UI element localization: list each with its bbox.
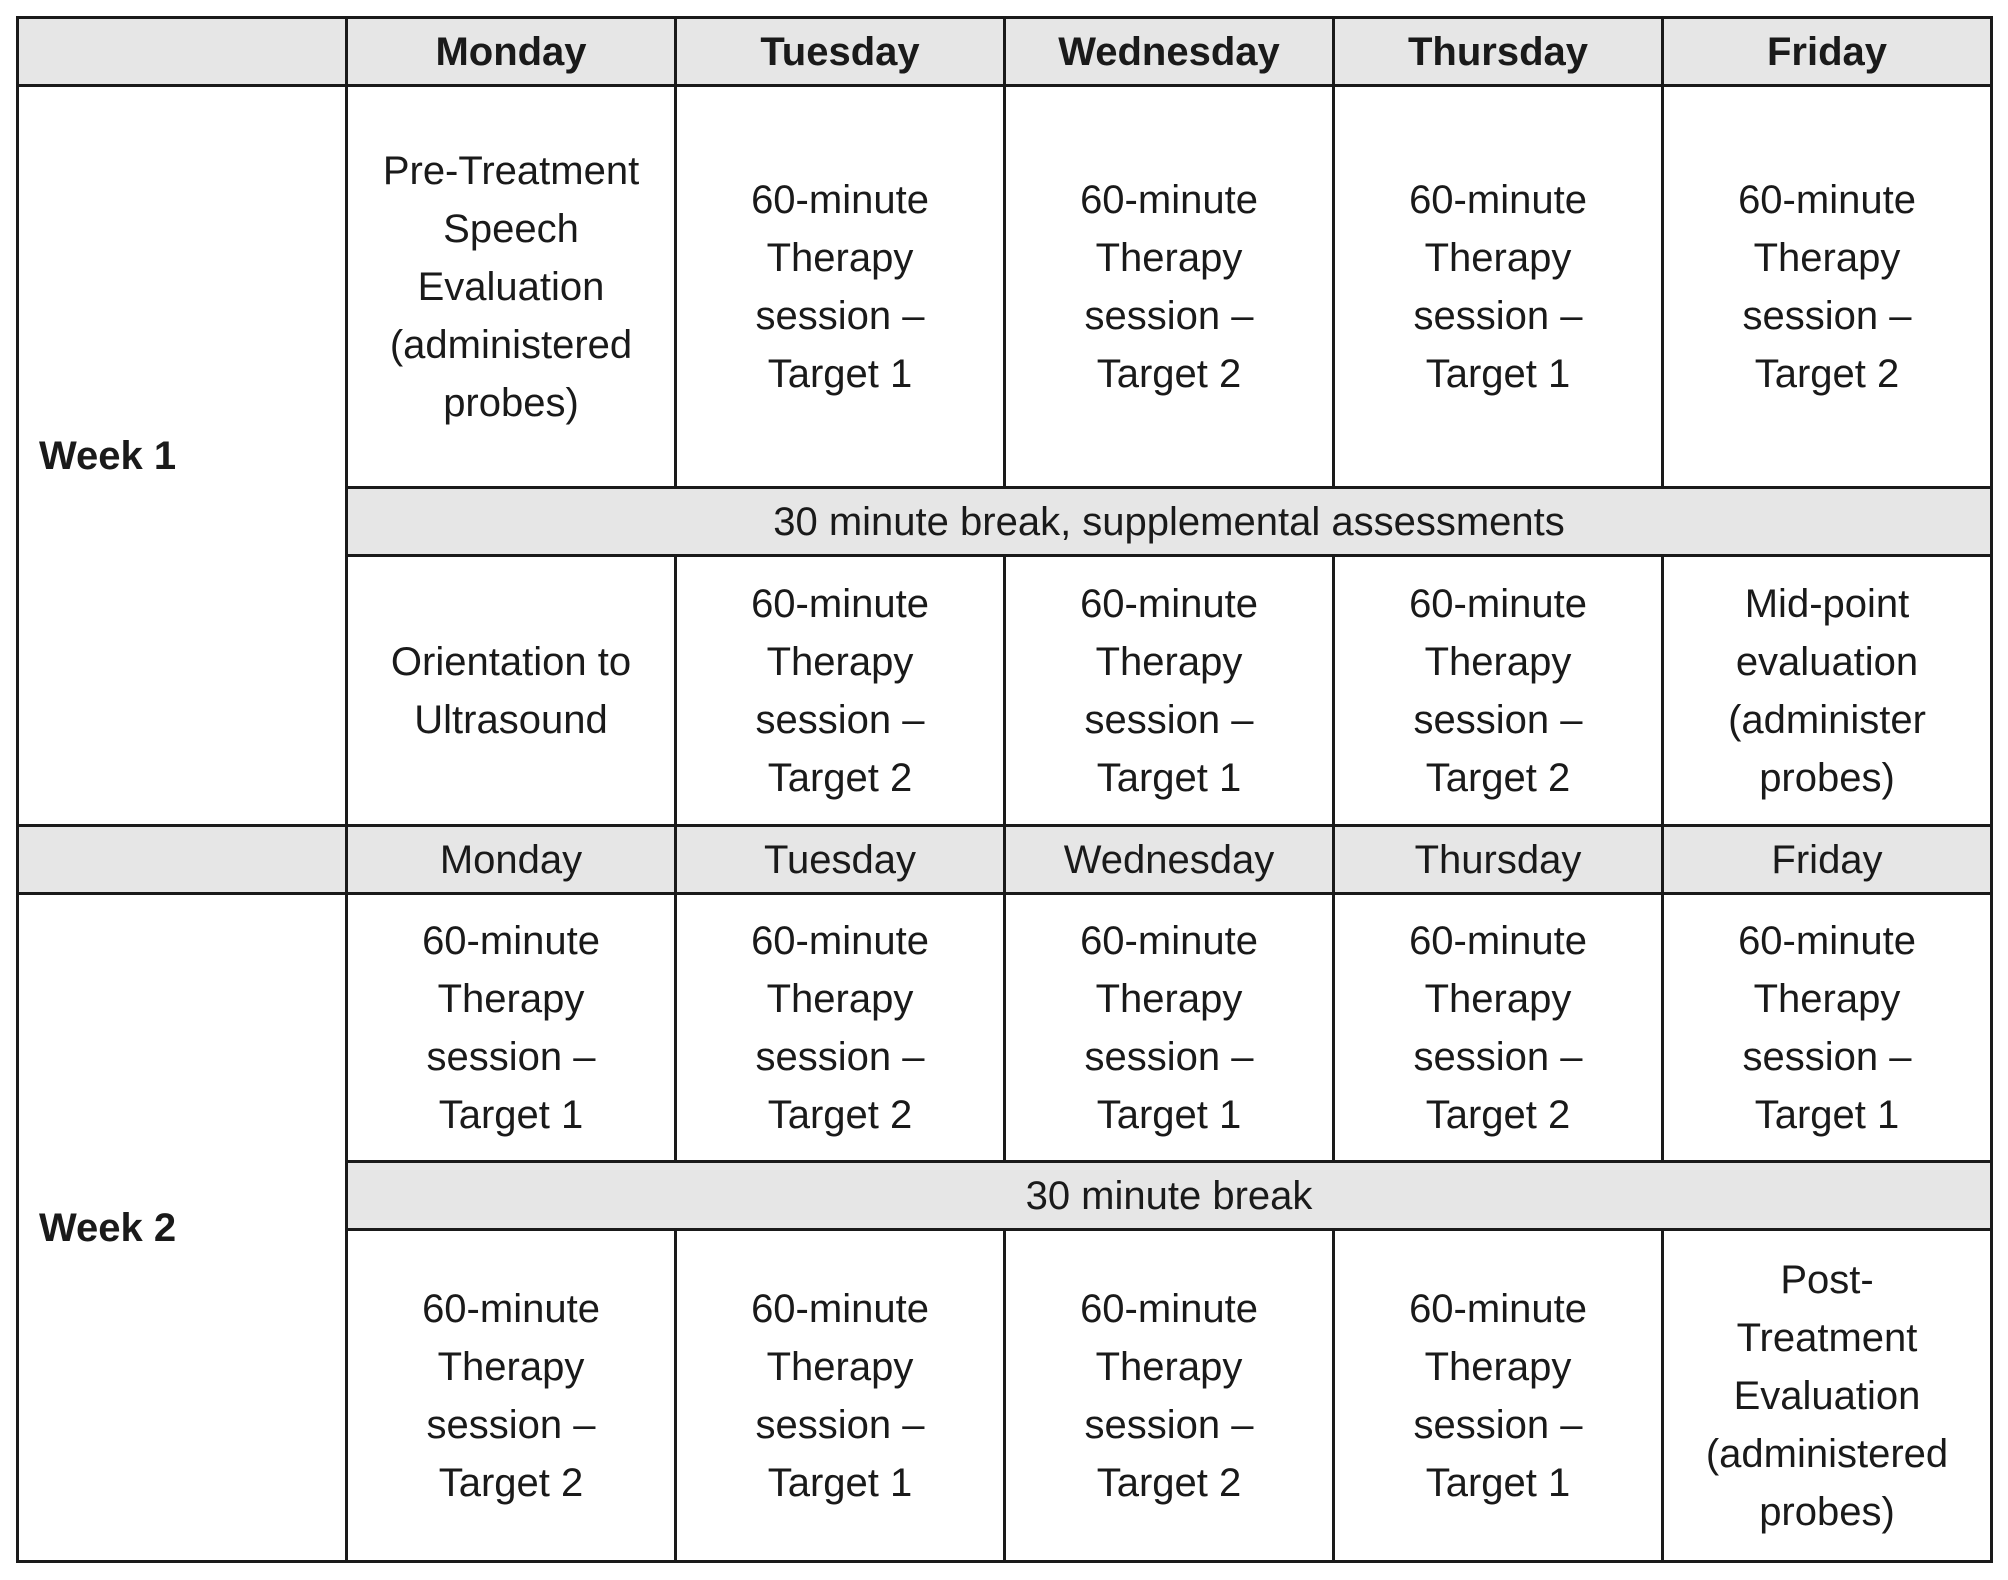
cell-text-line: session –	[1084, 1402, 1254, 1447]
subheader-friday: Friday	[1663, 826, 1992, 894]
cell-text-line: Target 2	[1096, 351, 1242, 396]
cell-text-line: Mid-point	[1744, 581, 1910, 626]
cell-text-line: Target 1	[1425, 351, 1571, 396]
cell-text-line: session –	[1084, 293, 1254, 338]
cell-text-line: Target 1	[767, 351, 913, 396]
cell-text-line: Target 1	[1096, 755, 1242, 800]
cell-text-line: 60-minute	[751, 177, 929, 222]
cell-text-line: Evaluation	[1733, 1373, 1921, 1418]
cell-text-line: Target 1	[1425, 1460, 1571, 1505]
week2-session2-cell	[1005, 1230, 1334, 1562]
cell-text-line: 60-minute	[1409, 581, 1587, 626]
cell-text-line: 60-minute	[1080, 177, 1258, 222]
cell-text-line: 60-minute	[1080, 918, 1258, 963]
cell-text-line: Target 2	[1425, 755, 1571, 800]
cell-text-line: Therapy	[1424, 976, 1572, 1021]
week1-session2-cell	[347, 556, 676, 826]
cell-text-line: Target 2	[767, 1092, 913, 1137]
cell-text-line: probes)	[443, 380, 579, 425]
week2-session2-cell	[347, 1230, 676, 1562]
cell-text-line: (administer	[1728, 697, 1926, 742]
cell-text-line: (administered	[389, 322, 633, 367]
week1-session1-cell	[347, 86, 676, 488]
cell-text-line: Therapy	[1095, 639, 1243, 684]
cell-text-line: Therapy	[1424, 235, 1572, 280]
week1-session2-cell	[1663, 556, 1992, 826]
cell-text-line: session –	[1413, 697, 1583, 742]
cell-text-line: session –	[755, 1402, 925, 1447]
cell-text-line: 60-minute	[1738, 177, 1916, 222]
cell-text-line: probes)	[1759, 1489, 1895, 1534]
cell-text-line: session –	[1413, 293, 1583, 338]
cell-text-line: Target 2	[767, 755, 913, 800]
cell-text-line: Therapy	[766, 235, 914, 280]
cell-text-line: 60-minute	[751, 918, 929, 963]
week2-session2-cell	[1334, 1230, 1663, 1562]
cell-text-line: session –	[1413, 1402, 1583, 1447]
cell-text-line: 60-minute	[422, 918, 600, 963]
cell-text-line: Post-	[1780, 1257, 1874, 1302]
week1-session2-cell	[1334, 556, 1663, 826]
cell-text-line: Target 2	[1096, 1460, 1242, 1505]
week1-session1-cell	[676, 86, 1005, 488]
week1-session2-cell	[1005, 556, 1334, 826]
header-friday: Friday	[1663, 18, 1992, 86]
cell-text-line: 60-minute	[1080, 581, 1258, 626]
cell-text-line: Ultrasound	[414, 697, 608, 742]
cell-text-line: 60-minute	[422, 1286, 600, 1331]
cell-text-line: Pre-Treatment	[382, 148, 640, 193]
cell-text-line: Target 2	[1425, 1092, 1571, 1137]
cell-text-line: Orientation to	[390, 639, 632, 684]
cell-text-line: 60-minute	[1080, 1286, 1258, 1331]
header-row	[18, 18, 1992, 86]
week1-label: Week 1	[18, 86, 347, 826]
week2-session2-cell	[1663, 1230, 1992, 1562]
cell-text-line: 60-minute	[1409, 1286, 1587, 1331]
subheader-corner-cell	[18, 826, 347, 894]
cell-text-line: session –	[426, 1034, 596, 1079]
subheader-row	[18, 826, 1992, 894]
header-wednesday: Wednesday	[1005, 18, 1334, 86]
week2-session1-cell	[347, 894, 676, 1162]
cell-text-line: Evaluation	[417, 264, 605, 309]
week1-session1-row	[18, 86, 1992, 488]
week2-session1-cell	[1334, 894, 1663, 1162]
subheader-thursday: Thursday	[1334, 826, 1663, 894]
cell-text-line: Target 1	[438, 1092, 584, 1137]
week1-session1-cell	[1005, 86, 1334, 488]
cell-text-line: probes)	[1759, 755, 1895, 800]
week1-session1-cell	[1334, 86, 1663, 488]
cell-text-line: session –	[1413, 1034, 1583, 1079]
cell-text-line: Therapy	[766, 639, 914, 684]
week2-label: Week 2	[18, 894, 347, 1562]
week1-break-cell: 30 minute break, supplemental assessments	[347, 488, 1992, 556]
header-tuesday: Tuesday	[676, 18, 1005, 86]
cell-text-line: 60-minute	[751, 1286, 929, 1331]
cell-text-line: session –	[1742, 1034, 1912, 1079]
week2-session1-cell	[1005, 894, 1334, 1162]
cell-text-line: session –	[1084, 697, 1254, 742]
cell-text-line: session –	[755, 1034, 925, 1079]
cell-text-line: Therapy	[1095, 1344, 1243, 1389]
cell-text-line: Target 1	[1096, 1092, 1242, 1137]
cell-text-line: (administered	[1705, 1431, 1949, 1476]
week2-session2-cell	[676, 1230, 1005, 1562]
cell-text-line: Therapy	[1424, 1344, 1572, 1389]
week2-break-cell: 30 minute break	[347, 1162, 1992, 1230]
cell-text-line: Therapy	[1095, 976, 1243, 1021]
schedule-table	[16, 16, 1993, 1563]
cell-text-line: Therapy	[766, 1344, 914, 1389]
cell-text-line: session –	[426, 1402, 596, 1447]
week1-session2-cell	[676, 556, 1005, 826]
cell-text-line: session –	[755, 293, 925, 338]
cell-text-line: session –	[1742, 293, 1912, 338]
cell-text-line: Therapy	[437, 976, 585, 1021]
cell-text-line: Target 1	[767, 1460, 913, 1505]
header-thursday: Thursday	[1334, 18, 1663, 86]
cell-text-line: Therapy	[1424, 639, 1572, 684]
cell-text-line: Speech	[443, 206, 579, 251]
cell-text-line: evaluation	[1735, 639, 1919, 684]
subheader-monday: Monday	[347, 826, 676, 894]
week2-session1-cell	[1663, 894, 1992, 1162]
cell-text-line: 60-minute	[1409, 918, 1587, 963]
subheader-wednesday: Wednesday	[1005, 826, 1334, 894]
subheader-tuesday: Tuesday	[676, 826, 1005, 894]
cell-text-line: Target 2	[438, 1460, 584, 1505]
cell-text-line: 60-minute	[751, 581, 929, 626]
week1-session1-cell	[1663, 86, 1992, 488]
cell-text-line: 60-minute	[1738, 918, 1916, 963]
cell-text-line: 60-minute	[1409, 177, 1587, 222]
week2-session1-cell	[676, 894, 1005, 1162]
week2-session1-row	[18, 894, 1992, 1162]
cell-text-line: Therapy	[1095, 235, 1243, 280]
cell-text-line: session –	[755, 697, 925, 742]
cell-text-line: Therapy	[1753, 235, 1901, 280]
header-monday: Monday	[347, 18, 676, 86]
cell-text-line: Treatment	[1736, 1315, 1918, 1360]
cell-text-line: Therapy	[766, 976, 914, 1021]
cell-text-line: Target 2	[1754, 351, 1900, 396]
cell-text-line: session –	[1084, 1034, 1254, 1079]
cell-text-line: Therapy	[1753, 976, 1901, 1021]
header-corner-cell	[18, 18, 347, 86]
cell-text-line: Target 1	[1754, 1092, 1900, 1137]
cell-text-line: Therapy	[437, 1344, 585, 1389]
